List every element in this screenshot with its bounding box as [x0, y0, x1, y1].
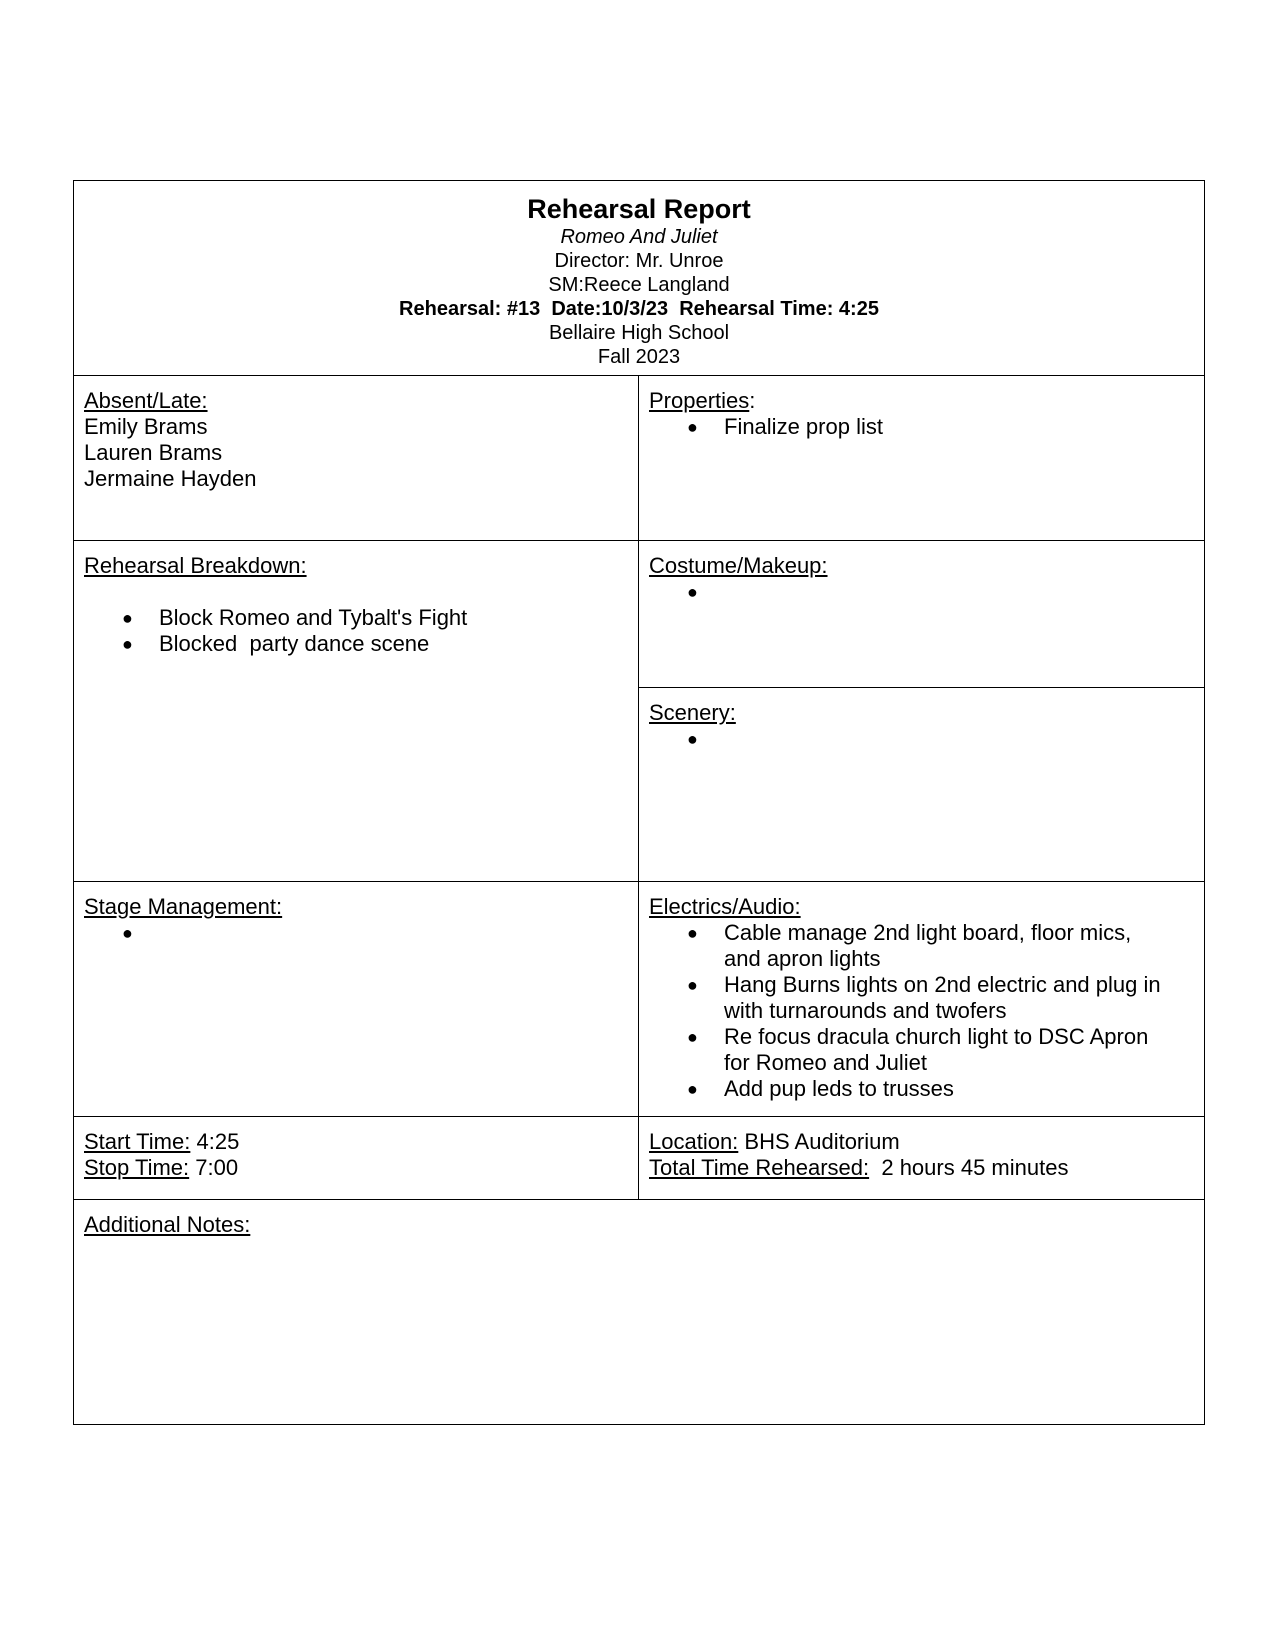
- breakdown-item: ● Block Romeo and Tybalt's Fight: [159, 605, 628, 631]
- absent-name: Jermaine Hayden: [84, 466, 257, 491]
- scenery-cell: [639, 688, 1205, 882]
- absent-name: Lauren Brams: [84, 440, 223, 465]
- costume-makeup-cell: [639, 541, 1205, 688]
- scenery-label: Scenery:: [649, 700, 736, 725]
- rehearsal-report-table: [73, 180, 1205, 1425]
- rehearsal-breakdown-label: Rehearsal Breakdown:: [84, 553, 307, 578]
- absent-late-label: Absent/Late:: [84, 388, 208, 413]
- stop-time-value: 7:00: [195, 1155, 239, 1180]
- additional-notes-label: Additional Notes:: [84, 1212, 251, 1237]
- location-value: BHS Auditorium: [744, 1129, 900, 1154]
- costume-makeup-label: Costume/Makeup:: [649, 553, 828, 578]
- start-time-value: 4:25: [196, 1129, 240, 1154]
- electrics-audio-item: ● Re focus dracula church light to DSC Apron for Romeo and Juliet: [724, 1024, 1174, 1076]
- properties-label: Properties: [649, 388, 750, 413]
- rehearsal-breakdown-list: [84, 605, 628, 657]
- total-time-value: 2 hours 45 minutes: [881, 1155, 1069, 1180]
- stage-management-list: [84, 920, 628, 946]
- electrics-audio-item: ● Hang Burns lights on 2nd electric and plug in with turnarounds and twofers: [724, 972, 1174, 1024]
- properties-list: [649, 414, 1194, 440]
- location-cell: [639, 1117, 1205, 1200]
- electrics-audio-list: [649, 920, 1194, 1102]
- rehearsal-breakdown-cell: [74, 541, 639, 882]
- breakdown-item: ● Blocked party dance scene: [159, 631, 628, 657]
- electrics-audio-item: ● Cable manage 2nd light board, floor mics, and apron lights: [724, 920, 1174, 972]
- school-line: Bellaire High School: [548, 322, 730, 344]
- director-line: Director: Mr. Unroe: [554, 250, 724, 272]
- costume-makeup-item: [724, 579, 1194, 605]
- costume-makeup-list: [649, 579, 1194, 605]
- stage-management-cell: [74, 882, 639, 1117]
- absent-name: Emily Brams: [84, 414, 208, 439]
- start-time-label: Start Time:: [84, 1129, 191, 1154]
- total-time-line: [649, 1155, 1194, 1181]
- total-time-label: Total Time Rehearsed:: [649, 1155, 870, 1180]
- start-time-line: [84, 1129, 628, 1155]
- rehearsal-info-line: Rehearsal: #13 Date:10/3/23 Rehearsal Time: 4:25: [399, 298, 879, 320]
- report-title: Rehearsal Report: [527, 194, 751, 224]
- stage-management-item: [159, 920, 628, 946]
- location-line: [649, 1129, 1194, 1155]
- electrics-audio-item: ● Add pup leds to trusses: [724, 1076, 1174, 1102]
- stop-time-label: Stop Time:: [84, 1155, 190, 1180]
- scenery-item: [724, 726, 1194, 752]
- absent-late-list: [84, 414, 628, 492]
- additional-notes-cell: [74, 1200, 1205, 1425]
- times-cell: [74, 1117, 639, 1200]
- electrics-audio-label: Electrics/Audio:: [649, 894, 801, 919]
- term-line: Fall 2023: [597, 346, 681, 368]
- scenery-list: [649, 726, 1194, 752]
- absent-late-cell: [74, 376, 639, 541]
- properties-item: ● Finalize prop list: [724, 414, 1194, 440]
- stage-management-label: Stage Management:: [84, 894, 283, 919]
- stop-time-line: [84, 1155, 628, 1181]
- stage-manager-line: SM:Reece Langland: [548, 274, 730, 296]
- properties-heading: Properties:: [649, 388, 756, 413]
- properties-cell: [639, 376, 1205, 541]
- electrics-audio-cell: [639, 882, 1205, 1117]
- production-title: Romeo And Juliet: [560, 226, 718, 248]
- report-header: [74, 181, 1205, 376]
- location-label: Location:: [649, 1129, 739, 1154]
